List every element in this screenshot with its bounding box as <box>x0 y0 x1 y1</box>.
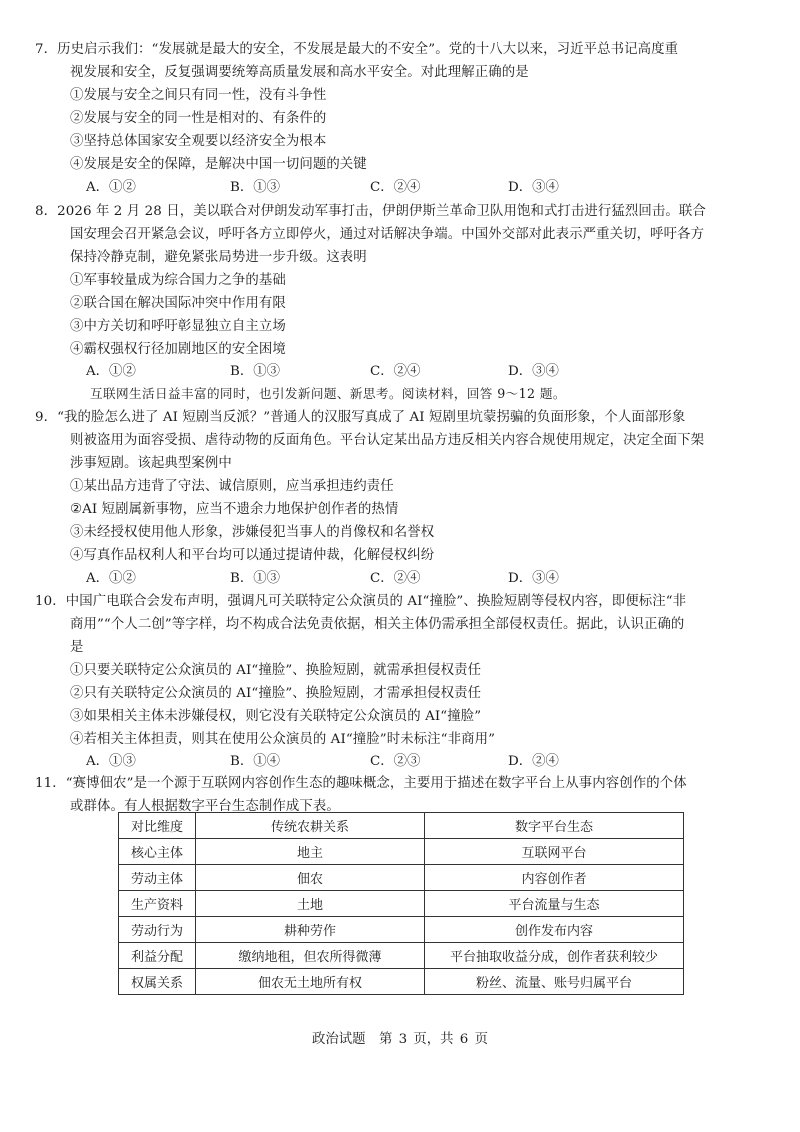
q8-option-1: ①军事较量成为综合国力之争的基础 <box>70 273 286 288</box>
q7-choice-a: A．①② <box>86 180 136 195</box>
q8-choice-a: A．①② <box>86 364 136 379</box>
q9-option-4: ④写真作品权利人和平台均可以通过提请仲裁，化解侵权纠纷 <box>70 548 435 563</box>
q7-stem-line-2: 视发展和安全，反复强调要统筹高质量发展和高水平安全。对此理解正确的是 <box>70 65 529 80</box>
q8-choice-c: C．②④ <box>370 364 421 379</box>
q9-choice-b: B．①③ <box>230 571 281 586</box>
q10-option-2: ②只有关联特定公众演员的 AI“撞脸”、换脸短剧，才需承担侵权责任 <box>70 686 482 701</box>
q7-choice-d: D．③④ <box>508 180 559 195</box>
table-cell: 耕种劳作 <box>196 917 425 943</box>
q9-choice-c: C．②④ <box>370 571 421 586</box>
q9-stem-line-2: 则被盗用为面容受损、虐待动物的反面角色。平台认定某出品方违反相关内容合规使用规定，决定全面下架 <box>70 433 705 448</box>
table-cell: 平台流量与生态 <box>425 891 684 917</box>
q9-option-3: ③未经授权使用他人形象，涉嫌侵犯当事人的肖像权和名誉权 <box>70 525 435 540</box>
q8-option-2: ②联合国在解决国际冲突中作用有限 <box>70 296 286 311</box>
table-row <box>119 917 684 943</box>
table-cell: 生产资料 <box>119 891 196 917</box>
q10-stem-line-3: 是 <box>70 640 84 655</box>
q7-option-4: ④发展是安全的保障，是解决中国一切问题的关键 <box>70 157 367 172</box>
q8-stem-line-1: 8．2026 年 2 月 28 日，美以联合对伊朗发动军事打击，伊朗伊斯兰革命卫队用饱和式打击进行猛烈回击。联合 <box>35 204 706 219</box>
page-footer: 政治试题 第 3 页，共 6 页 <box>312 1032 488 1047</box>
table-row <box>119 865 684 891</box>
table-row <box>119 943 684 969</box>
table-cell: 创作发布内容 <box>425 917 684 943</box>
table-cell: 权属关系 <box>119 969 196 995</box>
q9-stem-line-3: 涉事短剧。该起典型案例中 <box>70 456 232 471</box>
q10-choice-a: A．①③ <box>86 754 136 769</box>
table-cell: 土地 <box>196 891 425 917</box>
q9-choice-a: A．①② <box>86 571 136 586</box>
q9-stem-line-1: 9．“我的脸怎么进了 AI 短剧当反派？”普通人的汉服写真成了 AI 短剧里坑蒙拐骗的负面形象，个人面部形象 <box>35 410 686 425</box>
q11-stem-line-2: 或群体。有人根据数字平台生态制作成下表。 <box>70 799 340 814</box>
table-row <box>119 839 684 865</box>
q7-stem-line-1: 7．历史启示我们：“发展就是最大的安全，不发展是最大的不安全”。党的十八大以来，习近平总书记高度重 <box>35 42 679 57</box>
table-cell: 核心主体 <box>119 839 196 865</box>
table-cell: 互联网平台 <box>425 839 684 865</box>
table-cell: 内容创作者 <box>425 865 684 891</box>
q9-option-1: ①某出品方违背了守法、诚信原则，应当承担违约责任 <box>70 479 394 494</box>
q10-stem-line-2: 商用”“个人二创”等字样，均不构成合法免责依据，相关主体仍需承担全部侵权责任。据此，认识正确的 <box>70 617 685 632</box>
table-cell: 粉丝、流量、账号归属平台 <box>425 969 684 995</box>
q8-option-4: ④霸权强权行径加剧地区的安全困境 <box>70 342 286 357</box>
q10-choice-b: B．①④ <box>230 754 281 769</box>
table-header-cell: 对比维度 <box>119 813 196 839</box>
table-cell: 劳动主体 <box>119 865 196 891</box>
table-cell: 劳动行为 <box>119 917 196 943</box>
table-cell: 缴纳地租，但农所得微薄 <box>196 943 425 969</box>
q10-choice-d: D．②④ <box>508 754 559 769</box>
q9-option-2: ②AI 短剧属新事物，应当不遗余力地保护创作者的热情 <box>70 502 399 517</box>
q10-option-4: ④若相关主体担责，则其在使用公众演员的 AI“撞脸”时未标注“非商用” <box>70 732 496 747</box>
table-cell: 佃农 <box>196 865 425 891</box>
comparison-table <box>118 812 684 995</box>
q7-choice-b: B．①③ <box>230 180 281 195</box>
q8-choice-b: B．①③ <box>230 364 281 379</box>
q9-choice-d: D．③④ <box>508 571 559 586</box>
q10-stem-line-1: 10．中国广电联合会发布声明，强调凡可关联特定公众演员的 AI“撞脸”、换脸短剧等侵权内容，即便标注“非 <box>35 594 687 609</box>
table-header-row <box>119 813 684 839</box>
q8-stem-line-2: 国安理会召开紧急会议，呼吁各方立即停火，通过对话解决争端。中国外交部对此表示严重关切，呼吁各方 <box>70 227 705 242</box>
table-row <box>119 969 684 995</box>
q8-choice-d: D．③④ <box>508 364 559 379</box>
q10-choice-c: C．②③ <box>370 754 421 769</box>
q10-option-3: ③如果相关主体未涉嫌侵权，则它没有关联特定公众演员的 AI“撞脸” <box>70 709 482 724</box>
q7-choice-c: C．②④ <box>370 180 421 195</box>
table-cell: 地主 <box>196 839 425 865</box>
q7-option-1: ①发展与安全之间只有同一性，没有斗争性 <box>70 88 327 103</box>
table-header-cell: 数字平台生态 <box>425 813 684 839</box>
q8-option-3: ③中方关切和呼吁彰显独立自主立场 <box>70 319 286 334</box>
table-header-cell: 传统农耕关系 <box>196 813 425 839</box>
material-intro: 互联网生活日益丰富的同时，也引发新问题、新思考。阅读材料，回答 9～12 题。 <box>90 386 566 401</box>
table-row <box>119 891 684 917</box>
q8-stem-line-3: 保持冷静克制，避免紧张局势进一步升级。这表明 <box>70 250 367 265</box>
q11-stem-line-1: 11．“赛博佃农”是一个源于互联网内容创作生态的趣味概念，主要用于描述在数字平台上从事内容创作的个体 <box>35 776 687 791</box>
table-cell: 利益分配 <box>119 943 196 969</box>
q10-option-1: ①只要关联特定公众演员的 AI“撞脸”、换脸短剧，就需承担侵权责任 <box>70 663 482 678</box>
q7-option-3: ③坚持总体国家安全观要以经济安全为根本 <box>70 134 327 149</box>
q7-option-2: ②发展与安全的同一性是相对的、有条件的 <box>70 111 327 126</box>
table-cell: 平台抽取收益分成，创作者获利较少 <box>425 943 684 969</box>
table-cell: 佃农无土地所有权 <box>196 969 425 995</box>
